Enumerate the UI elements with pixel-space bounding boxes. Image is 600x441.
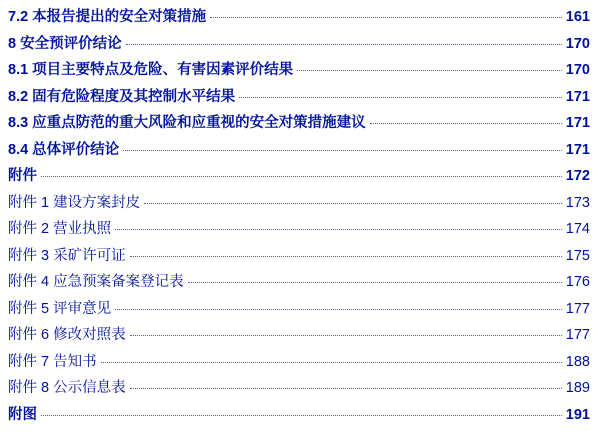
- toc-entry-page-number: 171: [565, 88, 590, 105]
- toc-entry-page-number: 172: [565, 168, 590, 184]
- toc-leader-dots: [123, 150, 562, 151]
- toc-entry[interactable]: [8, 190, 590, 217]
- toc-entry-page-number: 170: [565, 35, 590, 52]
- toc-entry-page-number: 170: [565, 62, 590, 78]
- toc-entry-label: 8.2 固有危险程度及其控制水平结果: [8, 88, 236, 105]
- toc-list: [8, 4, 590, 428]
- toc-entry-label: 附件 8 公示信息表: [8, 380, 126, 396]
- toc-entry-label: 7.2 本报告提出的安全对策措施: [8, 9, 207, 25]
- toc-entry-label: 8.1 项目主要特点及危险、有害因素评价结果: [8, 62, 294, 78]
- toc-entry[interactable]: [8, 31, 590, 58]
- toc-leader-dots: [144, 203, 562, 204]
- toc-entry[interactable]: [8, 269, 590, 296]
- toc-entry-label: 附件 4 应急预案备案登记表: [8, 274, 184, 290]
- toc-entry-page-number: 177: [565, 327, 590, 343]
- toc-entry-page-number: 173: [565, 194, 590, 211]
- toc-entry-page-number: 177: [565, 300, 590, 317]
- toc-entry[interactable]: [8, 110, 590, 137]
- toc-entry[interactable]: [8, 243, 590, 270]
- toc-entry-label: 8.3 应重点防范的重大风险和应重视的安全对策措施建议: [8, 115, 366, 131]
- toc-entry-label: 附图: [8, 406, 37, 423]
- toc-leader-dots: [115, 309, 562, 310]
- toc-entry-label: 附件 7 告知书: [8, 353, 97, 370]
- toc-entry[interactable]: [8, 375, 590, 402]
- toc-entry[interactable]: [8, 57, 590, 84]
- toc-entry[interactable]: [8, 163, 590, 190]
- toc-entry-page-number: 171: [565, 115, 590, 131]
- toc-leader-dots: [130, 256, 562, 257]
- toc-leader-dots: [126, 44, 562, 45]
- toc-entry-page-number: 189: [565, 380, 590, 396]
- toc-leader-dots: [101, 362, 562, 363]
- toc-entry-label: 附件 3 采矿许可证: [8, 247, 126, 264]
- toc-leader-dots: [115, 229, 562, 230]
- toc-entry-page-number: 191: [565, 406, 590, 423]
- toc-entry[interactable]: [8, 216, 590, 243]
- toc-entry-page-number: 161: [565, 9, 590, 25]
- toc-entry-page-number: 175: [565, 247, 590, 264]
- toc-leader-dots: [370, 123, 562, 124]
- toc-entry-page-number: 174: [565, 221, 590, 237]
- toc-leader-dots: [239, 97, 562, 98]
- toc-entry-label: 附件 1 建设方案封皮: [8, 194, 141, 211]
- toc-entry[interactable]: [8, 4, 590, 31]
- toc-entry[interactable]: [8, 84, 590, 111]
- toc-entry[interactable]: [8, 349, 590, 376]
- toc-leader-dots: [41, 415, 562, 416]
- toc-entry-label: 附件 6 修改对照表: [8, 327, 126, 343]
- toc-entry-label: 附件 5 评审意见: [8, 300, 112, 317]
- toc-entry-label: 附件: [8, 168, 37, 184]
- toc-entry[interactable]: [8, 322, 590, 349]
- toc-entry[interactable]: [8, 296, 590, 323]
- toc-entry[interactable]: [8, 137, 590, 164]
- toc-entry-page-number: 171: [565, 141, 590, 158]
- toc-leader-dots: [188, 282, 562, 283]
- toc-entry-label: 附件 2 营业执照: [8, 221, 112, 237]
- toc-entry-page-number: 176: [565, 274, 590, 290]
- toc-entry-label: 8.4 总体评价结论: [8, 141, 120, 158]
- toc-leader-dots: [41, 176, 562, 177]
- toc-leader-dots: [130, 335, 562, 336]
- toc-leader-dots: [210, 17, 562, 18]
- toc-entry[interactable]: [8, 402, 590, 429]
- toc-leader-dots: [297, 70, 562, 71]
- toc-entry-label: 8 安全预评价结论: [8, 35, 122, 52]
- toc-entry-page-number: 188: [565, 353, 590, 370]
- toc-leader-dots: [130, 388, 562, 389]
